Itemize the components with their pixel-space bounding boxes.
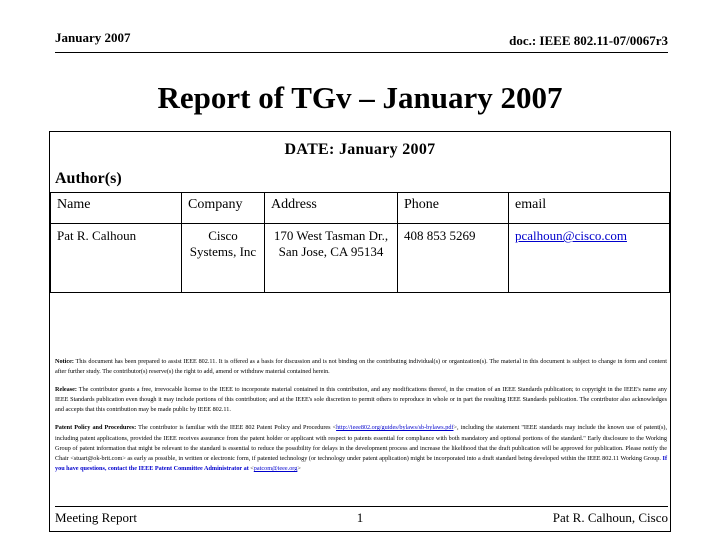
header-doc-id: doc.: IEEE 802.11-07/0067r3 xyxy=(509,33,668,48)
header-date: January 2007 xyxy=(55,30,131,45)
notice-text: This document has been prepared to assist IEEE 802.11. It is offered as a basis for discussion and is not binding on the contributing individual(s) or organization(s). The material in this document is subject to change in form and content after further study. The contributor(s) reserve(s) the right to add, amend or withdraw material contained herein. xyxy=(55,358,667,376)
notice-paragraph xyxy=(55,357,667,377)
table-row xyxy=(51,224,670,293)
author-name: Pat R. Calhoun xyxy=(51,224,182,293)
patent-text-2: >, including the statement "IEEE standards may include the known use of patent(s), including patent applications, provided the IEEE receives assurance from the patent holder or applicant with respect to patents essential for compliance with both mandatory and optional portions of the standard." Early disclosure to the Working Group of patent information that might be relevant to the standard is essential to reduce the possibility for delays in the development process and increase the likelihood that the draft publication will be approved for publication. Please notify the Chair <stuart@ok-brit.com> as early as possible, in written or electronic form, if patented technology (or technology under patent application) might be incorporated into a draft standard being developed within the IEEE 802.11 Working Group. xyxy=(55,424,668,462)
authors-label: Author(s) xyxy=(55,170,122,187)
legal-notice xyxy=(55,357,667,482)
patcom-email-link[interactable]: patcom@ieee.org xyxy=(253,464,298,472)
author-phone: 408 853 5269 xyxy=(398,224,509,293)
page-title: Report of TGv – January 2007 xyxy=(157,80,563,115)
footer-divider xyxy=(55,506,668,507)
release-text: The contributor grants a free, irrevocable license to the IEEE to incorporate material contained in this contribution, and any modifications thereof, in the creation of an IEEE Standards publication; to copyright in the IEEE's name any IEEE Standards publication even though it may include portions of this contribution; and at the IEEE's sole discretion to permit others to reproduce in whole or in part the resulting IEEE Standards publication. The contributor also acknowledges and accepts that this contribution may be made public by IEEE 802.11. xyxy=(55,386,667,414)
col-header-company: Company xyxy=(182,193,265,224)
author-company: Cisco Systems, Inc xyxy=(182,224,265,293)
date-line: DATE: January 2007 xyxy=(284,141,436,158)
release-paragraph xyxy=(55,385,667,415)
col-header-phone: Phone xyxy=(398,193,509,224)
footer-right: Pat R. Calhoun, Cisco xyxy=(552,510,668,525)
authors-header-row xyxy=(51,193,670,224)
release-label: Release: xyxy=(55,386,77,394)
patent-text-1: The contributor is familiar with the IEEE 802 Patent Policy and Procedures < xyxy=(138,424,337,432)
page-number: 1 xyxy=(356,510,364,525)
col-header-email: email xyxy=(509,193,670,224)
patent-policy-link[interactable]: http://ieee802.org/guides/bylaws/sb-bylaws.pdf xyxy=(336,424,454,432)
patent-contact-text: If you have questions, contact the IEEE Patent Committee Administrator at xyxy=(55,454,667,472)
header-divider xyxy=(55,52,668,53)
col-header-address: Address xyxy=(265,193,398,224)
patent-label: Patent Policy and Procedures: xyxy=(55,424,137,432)
col-header-name: Name xyxy=(51,193,182,224)
author-address: 170 West Tasman Dr., San Jose, CA 95134 xyxy=(265,224,398,293)
notice-label: Notice: xyxy=(55,358,74,365)
patent-paragraph: Patent Policy and Procedures: The contributor is familiar with the IEEE 802 Patent Policy and Procedures <http://ieee802.org/guides/bylaws/sb-bylaws.pdf>, including the statement "IEEE standards may include the known use of patent(s), including patent applications, provided the IEEE receives assurance from the patent holder or applicant with respect to patents essential for compliance with both mandatory and optional portions of the standard." Early disclosure to the Working Group of patent information that might be relevant to the standard is essential to reduce the possibility for delays in the development process and increase the likelihood that the draft publication will be approved for publication. Please notify the Chair <stuart@ok-brit.com> as early as possible, in written or electronic form, if patented technology (or technology under patent application) might be incorporated into a draft standard being developed within the IEEE 802.11 Working Group. If you have questions, contact the IEEE Patent Committee Administrator at <patcom@ieee.org> xyxy=(55,424,668,472)
footer-left: Meeting Report xyxy=(55,510,137,525)
author-email-link[interactable]: pcalhoun@cisco.com xyxy=(509,224,670,293)
authors-table xyxy=(50,192,670,293)
